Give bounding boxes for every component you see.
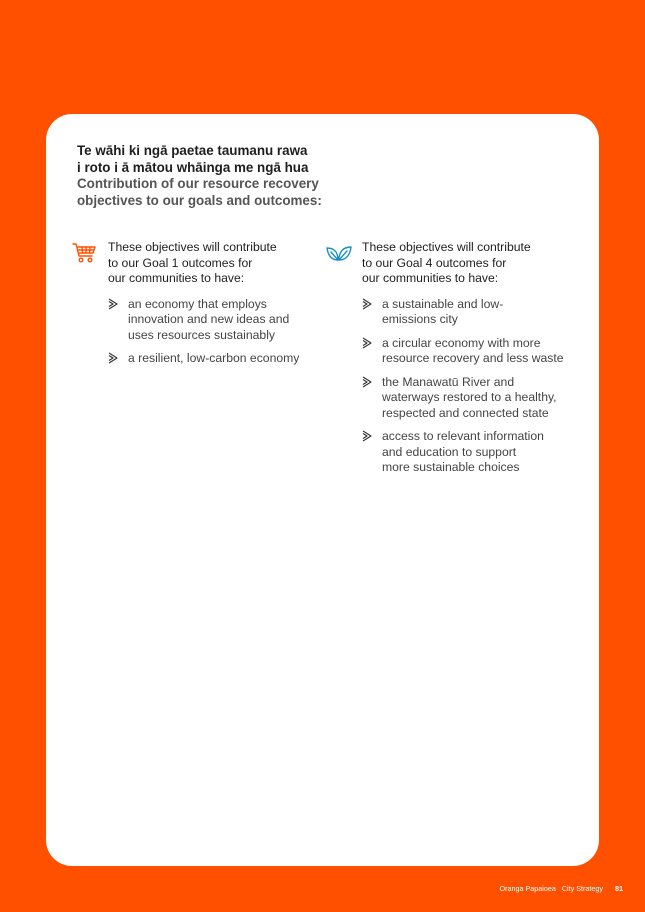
- goal-4-column: [326, 240, 571, 484]
- goal-1-column: [72, 240, 317, 375]
- outcome-text: the Manawatū River and waterways restored to a healthy, respected and connected state: [382, 374, 557, 420]
- page-footer: [495, 884, 623, 893]
- outcome-text: access to relevant information and education to support more sustainable choices: [382, 429, 544, 474]
- shopping-cart-icon: [72, 242, 98, 264]
- list-item: [362, 297, 571, 328]
- goal-1-intro: These objectives will contribute to our Goal 1 outcomes for our communities to have:: [108, 240, 277, 285]
- list-item: [108, 351, 317, 367]
- list-item: [362, 336, 571, 367]
- goal-4-outcomes: [362, 297, 571, 476]
- footer-doc: City Strategy: [561, 884, 603, 893]
- outcome-text: an economy that employs innovation and new ideas and uses resources sustainably: [128, 296, 290, 342]
- english-title: Contribution of our resource recovery objectives to our goals and outcomes:: [77, 176, 322, 208]
- chevron-right-icon: [362, 430, 373, 442]
- chevron-right-icon: [362, 376, 373, 388]
- list-item: [108, 297, 317, 344]
- chevron-right-icon: [362, 337, 373, 349]
- list-item: [362, 375, 571, 422]
- outcome-text: a sustainable and low- emissions city: [382, 296, 504, 326]
- section-heading: [77, 143, 557, 209]
- page-number: 81: [615, 884, 623, 893]
- goal-1-outcomes: [108, 297, 317, 367]
- maori-title: Te wāhi ki ngā paetae taumanu rawa i roto i ā mātou whāinga me ngā hua: [77, 143, 309, 175]
- chevron-right-icon: [108, 352, 119, 364]
- goal-4-intro: These objectives will contribute to our Goal 4 outcomes for our communities to have:: [362, 240, 531, 285]
- footer-org: Oranga Papaioea: [499, 884, 556, 893]
- chevron-right-icon: [108, 298, 119, 310]
- list-item: [362, 429, 571, 476]
- content-card: [46, 114, 599, 866]
- outcome-text: a circular economy with more resource recovery and less waste: [382, 335, 564, 365]
- leaf-icon: [326, 242, 352, 264]
- chevron-right-icon: [362, 298, 373, 310]
- outcome-text: a resilient, low-carbon economy: [128, 351, 300, 365]
